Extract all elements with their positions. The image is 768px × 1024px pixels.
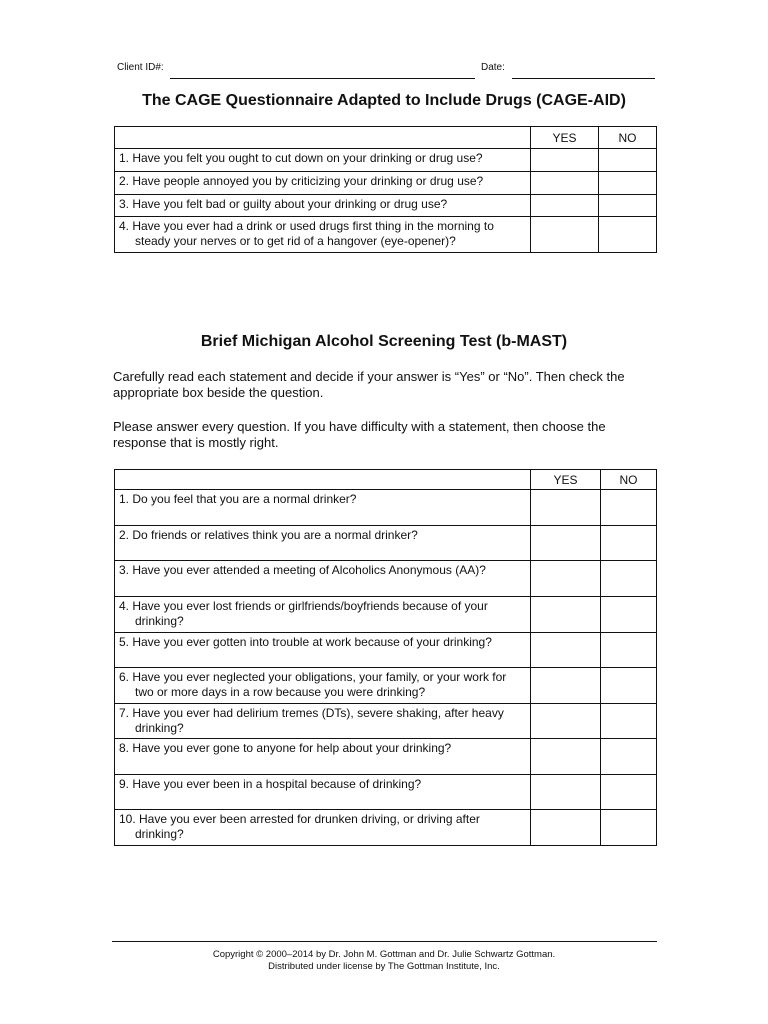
table-row bbox=[115, 704, 657, 739]
cage-col-yes: YES bbox=[531, 127, 599, 149]
bmast-col-yes: YES bbox=[531, 470, 601, 490]
table-row bbox=[115, 775, 657, 810]
question-text: 6. Have you ever neglected your obligations, your family, or your work for two or more days in a row because you were drinking? bbox=[115, 668, 531, 704]
no-checkbox[interactable] bbox=[599, 195, 657, 217]
cage-table bbox=[114, 126, 657, 253]
yes-checkbox[interactable] bbox=[531, 739, 601, 775]
bmast-header-blank bbox=[115, 470, 531, 490]
question-text: 4. Have you ever had a drink or used drugs first thing in the morning to steady your nerves or to get rid of a hangover (eye-opener)? bbox=[115, 217, 531, 253]
question-text: 9. Have you ever been in a hospital because of drinking? bbox=[115, 775, 531, 810]
yes-checkbox[interactable] bbox=[531, 217, 599, 253]
yes-checkbox[interactable] bbox=[531, 561, 601, 597]
footer-divider bbox=[112, 941, 657, 942]
question-text: 2. Have people annoyed you by criticizing your drinking or drug use? bbox=[115, 172, 531, 195]
question-text: 3. Have you felt bad or guilty about your drinking or drug use? bbox=[115, 195, 531, 217]
client-id-label: Client ID#: bbox=[117, 62, 164, 73]
client-id-field[interactable] bbox=[170, 78, 475, 79]
no-checkbox[interactable] bbox=[601, 597, 657, 633]
yes-checkbox[interactable] bbox=[531, 704, 601, 739]
cage-header-blank bbox=[115, 127, 531, 149]
table-row bbox=[115, 739, 657, 775]
yes-checkbox[interactable] bbox=[531, 775, 601, 810]
no-checkbox[interactable] bbox=[601, 490, 657, 526]
question-text: 10. Have you ever been arrested for drunken driving, or driving after drinking? bbox=[115, 810, 531, 846]
yes-checkbox[interactable] bbox=[531, 633, 601, 668]
question-text: 8. Have you ever gone to anyone for help about your drinking? bbox=[115, 739, 531, 775]
no-checkbox[interactable] bbox=[599, 172, 657, 195]
bmast-intro-1: Carefully read each statement and decide if your answer is “Yes” or “No”. Then check the appropriate box beside the question. bbox=[113, 369, 625, 400]
no-checkbox[interactable] bbox=[601, 561, 657, 597]
yes-checkbox[interactable] bbox=[531, 597, 601, 633]
bmast-title: Brief Michigan Alcohol Screening Test (b-MAST) bbox=[200, 333, 568, 350]
no-checkbox[interactable] bbox=[599, 149, 657, 172]
yes-checkbox[interactable] bbox=[531, 172, 599, 195]
yes-checkbox[interactable] bbox=[531, 149, 599, 172]
table-row bbox=[115, 597, 657, 633]
copyright-line: Copyright © 2000–2014 by Dr. John M. Gottman and Dr. Julie Schwartz Gottman. bbox=[212, 949, 556, 960]
table-row bbox=[115, 810, 657, 846]
yes-checkbox[interactable] bbox=[531, 526, 601, 561]
table-row bbox=[115, 195, 657, 217]
yes-checkbox[interactable] bbox=[531, 810, 601, 846]
no-checkbox[interactable] bbox=[601, 739, 657, 775]
no-checkbox[interactable] bbox=[601, 704, 657, 739]
question-text: 3. Have you ever attended a meeting of Alcoholics Anonymous (AA)? bbox=[115, 561, 531, 597]
no-checkbox[interactable] bbox=[601, 810, 657, 846]
table-row bbox=[115, 668, 657, 704]
table-row bbox=[115, 217, 657, 253]
no-checkbox[interactable] bbox=[601, 526, 657, 561]
license-line: Distributed under license by The Gottman Institute, Inc. bbox=[268, 961, 500, 972]
table-row bbox=[115, 526, 657, 561]
no-checkbox[interactable] bbox=[599, 217, 657, 253]
yes-checkbox[interactable] bbox=[531, 668, 601, 704]
yes-checkbox[interactable] bbox=[531, 490, 601, 526]
bmast-col-no: NO bbox=[601, 470, 657, 490]
table-row bbox=[115, 149, 657, 172]
question-text: 1. Do you feel that you are a normal drinker? bbox=[115, 490, 531, 526]
bmast-intro-2: Please answer every question. If you have difficulty with a statement, then choose the response that is mostly right. bbox=[113, 419, 606, 450]
date-label: Date: bbox=[481, 62, 505, 73]
question-text: 5. Have you ever gotten into trouble at work because of your drinking? bbox=[115, 633, 531, 668]
no-checkbox[interactable] bbox=[601, 668, 657, 704]
cage-col-no: NO bbox=[599, 127, 657, 149]
question-text: 7. Have you ever had delirium tremes (DTs), severe shaking, after heavy drinking? bbox=[115, 704, 531, 739]
table-row bbox=[115, 561, 657, 597]
table-row bbox=[115, 172, 657, 195]
question-text: 4. Have you ever lost friends or girlfriends/boyfriends because of your drinking? bbox=[115, 597, 531, 633]
date-field[interactable] bbox=[512, 78, 655, 79]
bmast-table bbox=[114, 469, 657, 846]
question-text: 1. Have you felt you ought to cut down on your drinking or drug use? bbox=[115, 149, 531, 172]
cage-title: The CAGE Questionnaire Adapted to Include Drugs (CAGE-AID) bbox=[142, 92, 626, 109]
question-text: 2. Do friends or relatives think you are a normal drinker? bbox=[115, 526, 531, 561]
no-checkbox[interactable] bbox=[601, 633, 657, 668]
table-row bbox=[115, 633, 657, 668]
yes-checkbox[interactable] bbox=[531, 195, 599, 217]
table-row bbox=[115, 490, 657, 526]
no-checkbox[interactable] bbox=[601, 775, 657, 810]
